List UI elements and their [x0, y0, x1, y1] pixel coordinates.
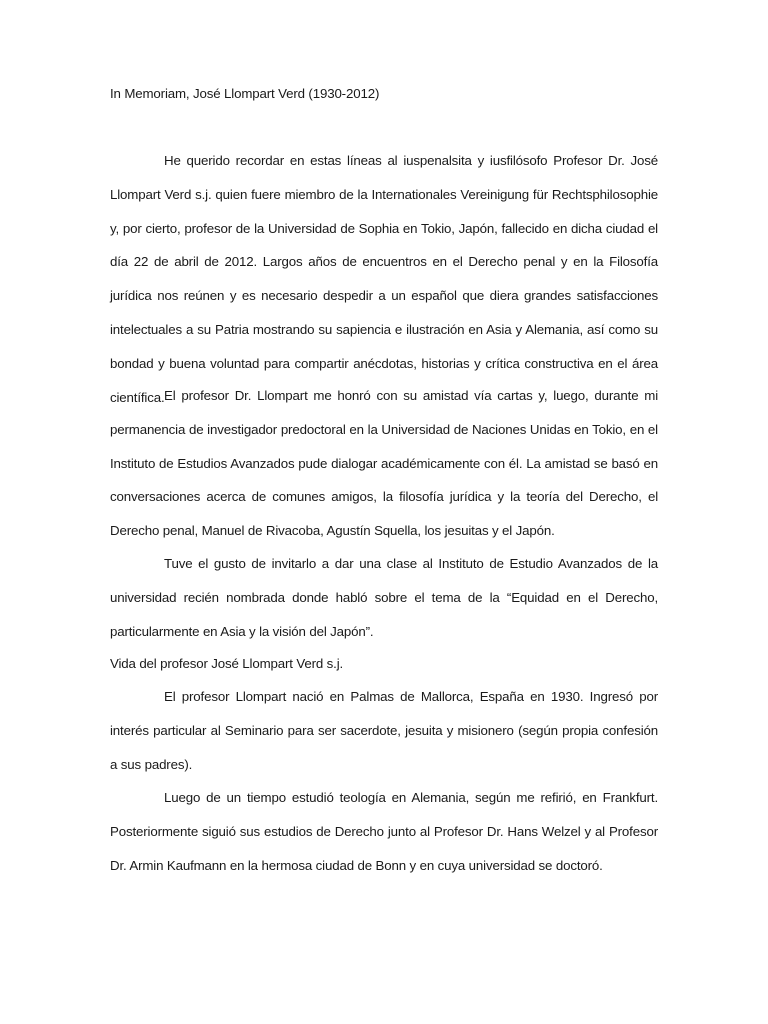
paragraph-birth: El profesor Llompart nació en Palmas de Mallorca, España en 1930. Ingresó por interés particular al Seminario para ser sacerdote, jesuita y misionero (según propia confesión a sus padres). [110, 689, 658, 772]
paragraph-friendship: El profesor Dr. Llompart me honró con su amistad vía cartas y, luego, durante mi permanencia de investigador predoctoral en la Universidad de Naciones Unidas en Tokio, en el Instituto de Estudios Avanzados pude dialogar académicamente con él. La amistad se basó en conversaciones acerca de comunes amigos, la filosofía jurídica y la teoría del Derecho, el Derecho penal, Manuel de Rivacoba, Agustín Squella, los jesuitas y el Japón. [110, 388, 658, 539]
section-heading: Vida del profesor José Llompart Verd s.j. [110, 656, 344, 671]
paragraph-intro: He querido recordar en estas líneas al iuspenalsita y iusfilósofo Profesor Dr. José Llompart Verd s.j. quien fuere miembro de la Internationales Vereinigung für Rechtsphilosophie y, por cierto, profesor de la Universidad de Sophia en Tokio, Japón, fallecido en dicha ciudad el día 22 de abril de 2012. Largos años de encuentros en el Derecho penal y en la Filosofía jurídica nos reúnen y es necesario despedir a un español que diera grandes satisfacciones intelectuales a su Patria mostrando su sapiencia e ilustración en Asia y Alemania, así como su bondad y buena voluntad para compartir anécdotas, historias y crítica constructiva en el área científica. [110, 153, 658, 405]
paragraph-studies: Luego de un tiempo estudió teología en Alemania, según me refirió, en Frankfurt. Posteriormente siguió sus estudios de Derecho junto al Profesor Dr. Hans Welzel y al Profesor Dr. Armin Kaufmann en la hermosa ciudad de Bonn y en cuya universidad se doctoró. [110, 790, 658, 873]
document-title: In Memoriam, José Llompart Verd (1930-2012) [110, 86, 380, 101]
paragraph-lecture: Tuve el gusto de invitarlo a dar una clase al Instituto de Estudio Avanzados de la universidad recién nombrada donde habló sobre el tema de la “Equidad en el Derecho, particularmente en Asia y la visión del Japón”. [110, 556, 658, 639]
